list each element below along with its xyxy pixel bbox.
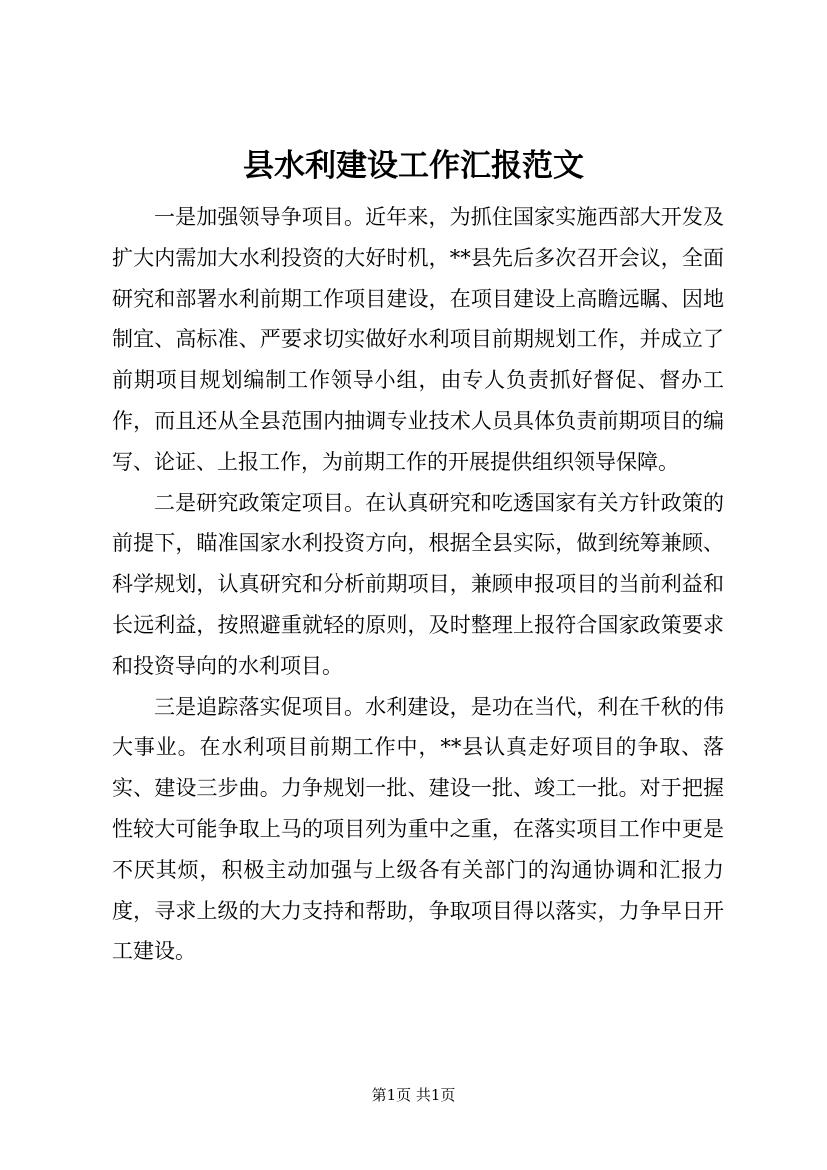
paragraph-3: 三是追踪落实促项目。水利建设，是功在当代，利在千秋的伟大事业。在水利项目前期工作中，**县认真走好项目的争取、落实、建设三步曲。力争规划一批、建设一批、竣工一批。对于把握性较大可能争取上马的项目列为重中之重，在落实项目工作中更是不厌其烦，积极主动加强与上级各有关部门的沟通协调和汇报力度，寻求上级的大力支持和帮助，争取项目得以落实，力争早日开工建设。 [112, 694, 724, 964]
page-footer: 第1页 共1页 [371, 1086, 456, 1104]
document-title: 县水利建设工作汇报范文 [243, 148, 584, 184]
paragraph-1: 一是加强领导争项目。近年来，为抓住国家实施西部大开发及扩大内需加大水利投资的大好时机，**县先后多次召开会议，全面研究和部署水利前期工作项目建设，在项目建设上高瞻远瞩、因地制宜、高标准、严要求切实做好水利项目前期规划工作，并成立了前期项目规划编制工作领导小组，由专人负责抓好督促、督办工作，而且还从全县范围内抽调专业技术人员具体负责前期项目的编写、论证、上报工作，为前期工作的开展提供组织领导保障。 [112, 205, 724, 474]
paragraph-2: 二是研究政策定项目。在认真研究和吃透国家有关方针政策的前提下，瞄准国家水利投资方向，根据全县实际，做到统筹兼顾、科学规划，认真研究和分析前期项目，兼顾申报项目的当前利益和长远利益，按照避重就轻的原则，及时整理上报符合国家政策要求和投资导向的水利项目。 [112, 490, 724, 678]
document-body [112, 197, 724, 972]
